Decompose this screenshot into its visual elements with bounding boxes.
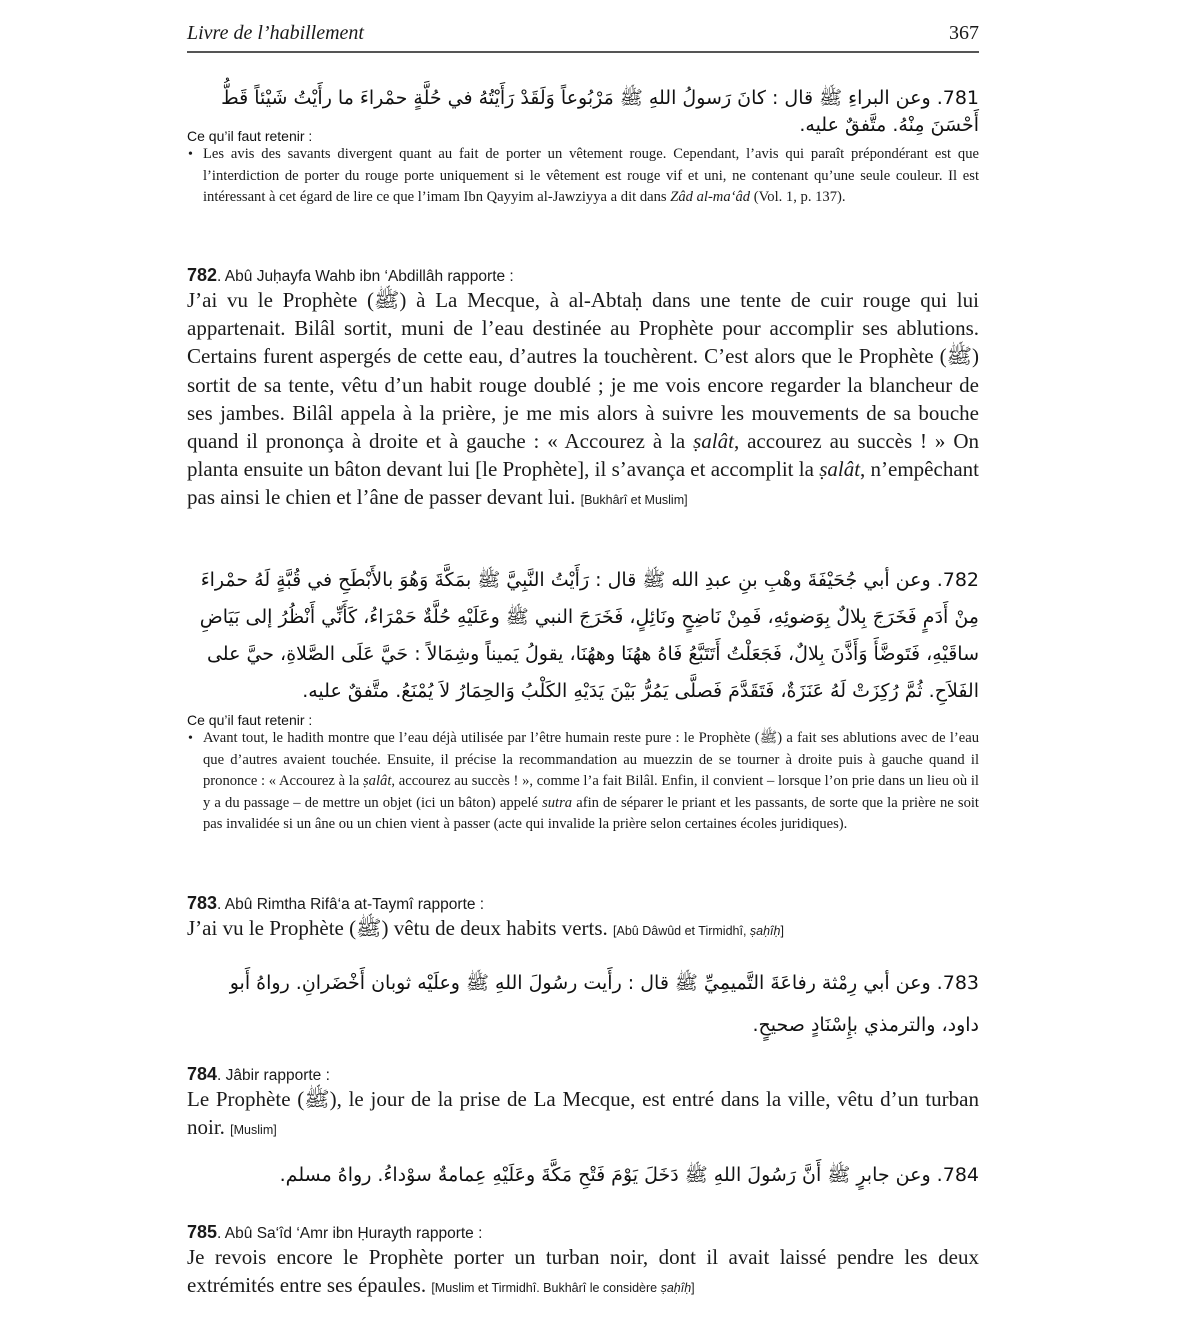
hadith-source: [Muslim] — [230, 1123, 277, 1138]
bullet-icon: • — [188, 147, 193, 162]
note-text: afin de séparer le priant et les passants, de sorte que la prière ne soit pas invalidée si un âne ou un chien vient à passer (acte qui invalide la prière selon certaines écoles juridiques). — [203, 794, 979, 832]
book-title: Zâd al-ma‘âd — [670, 189, 751, 205]
running-head — [187, 22, 979, 48]
note-list — [187, 144, 979, 209]
arabic-text: . وعن جابرٍ ﷺ أَنَّ رَسُولَ اللهِ ﷺ دَخَلَ يَوْمَ فَتْحِ مَكَّةَ وعَلَيْهِ عِمامةٌ سوْداءُ. رواهُ مسلم. — [279, 1164, 943, 1186]
arabic-hadith-number: 781 — [942, 87, 979, 109]
translation-text: , accourez au succès ! » On planta ensuite un bâton devant lui [le Prophète], il s’avança et accomplit la — [187, 429, 979, 482]
page-number: 367 — [949, 22, 979, 44]
note-list — [187, 728, 979, 836]
narrator: . Abû Rimtha Rifâ‘a at-Taymî rapporte : — [217, 896, 485, 913]
hadith-number: 784 — [187, 1064, 218, 1084]
hadith-number: 782 — [187, 265, 218, 285]
hadith-785 — [187, 1222, 979, 1302]
hadith-source: [Bukhârî et Muslim] — [580, 493, 688, 508]
italic-term: ṣalât — [363, 773, 392, 789]
hadith-heading — [187, 265, 979, 286]
hadith-translation — [187, 286, 979, 515]
hadith-source — [613, 924, 784, 938]
note-text: , accourez au succès ! », comme l’a fait Bilâl. Enfin, il convient – lorsque l’on prie dans un lieu où il y a du passage – de mettre un objet (ici un bâton) appelé — [203, 773, 979, 811]
chapter-title: Livre de l’habillement — [187, 22, 364, 44]
hadith-782 — [187, 265, 979, 515]
hadith-source — [431, 1281, 694, 1295]
header-rule — [187, 51, 979, 53]
translation-text: Le Prophète (ﷺ), le jour de la prise de La Mecque, est entré dans la ville, vêtu d’un turban noir. — [187, 1087, 979, 1140]
italic-term: ṣalât — [693, 429, 734, 454]
translation-text: J’ai vu le Prophète (ﷺ) vêtu de deux habits verts. — [187, 916, 614, 940]
hadith-translation — [187, 914, 979, 945]
note-title: Ce qu’il faut retenir : — [187, 128, 313, 144]
arabic-text: . وعن أبي جُحَيْفَةَ وهْبِ بنِ عبدِ الله ﷺ قال : رَأَيْتُ النَّبِيَّ ﷺ بمَكَّةَ وَهُوَ بالأَبْطَحِ في قُبَّةٍ لَهُ حمْراءَ مِنْ أَدَمٍ فَخَرَجَ بِلالٌ بِوَضوئِهِ، فَمِنْ نَاضِحٍ ونَائِلٍ، فَخَرَجَ النبي ﷺ وعَلَيْهِ حُلَّةٌ حَمْرَاءُ، كَأَنِّي أَنْظُرُ إلى بَيَاضِ ساقَيْهِ، فَتَوضَّأَ وَأَذَّنَ بِلالٌ، فَجَعَلْتُ أَتَتَبَّعُ فَاهُ ههُنَا وههُنَا، يقولُ يَميناً وشِمَالاً : حَيَّ عَلَى الصَّلاةِ، حيَّ على الفَلاَحِ. ثُمَّ رُكِزَتْ لَهُ عَنَزَةٌ، فَتَقَدَّمَ فَصلَّى يَمُرُّ بَيْنَ يَدَيْهِ الكَلْبُ وَالحِمَارُ لاَ يُمْنَعُ. متَّفقٌ عليه. — [199, 569, 979, 702]
hadith-number: 785 — [187, 1222, 218, 1242]
note-text: (Vol. 1, p. 137). — [750, 189, 846, 205]
hadith-heading — [187, 893, 979, 914]
arabic-text: . وعن أبي رِمْثة رفاعَةَ التَّميمِيِّ ﷺ قال : رأَيت رسُولَ اللهِ ﷺ وعلَيْه ثوبان أَخْضَرانِ. رواهُ أَبو داود، والترمذي بإِسْنَادٍ صحيحٍ. — [229, 972, 979, 1036]
hadith-translation — [187, 1085, 979, 1144]
note-item — [187, 144, 979, 209]
translation-text: Je revois encore le Prophète porter un turban noir, dont il avait laissé pendre les deux extrémités entre ses épaules. — [187, 1245, 979, 1298]
translation-text: , n’empêchant pas ainsi le chien et l’âne de passer devant lui. — [187, 457, 979, 510]
italic-term: ṣalât — [819, 457, 861, 482]
hadith-translation — [187, 1243, 979, 1302]
narrator: . Abû Sa‘îd ‘Amr ibn Ḥurayth rapporte : — [217, 1225, 483, 1242]
hadith-782-arabic — [187, 562, 979, 710]
bullet-icon: • — [188, 731, 193, 746]
italic-term: sutra — [542, 794, 573, 811]
hadith-784-arabic — [187, 1163, 979, 1191]
hadith-number: 783 — [187, 893, 218, 913]
hadith-heading — [187, 1222, 979, 1243]
source-text: [Muslim et Tirmidhî. Bukhârî le considère — [431, 1281, 661, 1296]
arabic-text: . وعن البراءِ ﷺ قال : كانَ رَسولُ اللهِ ﷺ مَرْبُوعاً وَلَقَدْ رَأَيْتُهُ في حُلَّةٍ حمْراءَ ما رأَيْتُ شَيْئاً قَطُّ أَحْسَنَ مِنْهُ. متَّفقٌ عليه. — [221, 87, 979, 136]
hadith-784 — [187, 1064, 979, 1144]
narrator: . Abû Juḥayfa Wahb ibn ‘Abdillâh rapporte : — [217, 268, 514, 285]
arabic-hadith-number: 782 — [942, 569, 979, 591]
translation-text: J’ai vu le Prophète (ﷺ) à La Mecque, à al-Abtaḥ dans une tente de cuir rouge qui lui appartenait. Bilâl sortit, muni de l’eau destinée au Prophète pour accomplir ses ablutions. Certains furent aspergés de cette eau, d’autres la touchèrent. C’est alors que le Prophète (ﷺ) sortit de sa tente, vêtu d’un habit rouge doublé ; je me vois encore regarder la blancheur de ses jambes. Bilâl appela à la prière, je me mis alors à suivre les mouvements de sa bouche quand il prononça à droite et à gauche : « Accourez à la — [187, 288, 979, 454]
arabic-hadith-number: 783 — [942, 972, 979, 994]
note-text: Avant tout, le hadith montre que l’eau déjà utilisée par l’être humain reste pure : le Prophète (ﷺ) a fait ses ablutions avec de l’eau que d’autres avaient touchée. Ensuite, il précise la recommandation au muezzin de se tourner à droite puis à gauche quand il prononce : « Accourez à la — [203, 730, 979, 789]
hadith-782-note — [187, 712, 979, 836]
hadith-781-note — [187, 128, 979, 209]
italic-term: ṣaḥîḥ — [749, 924, 781, 938]
note-text: Les avis des savants divergent quant au fait de porter un vêtement rouge. Cependant, l’avis qui paraît prépondérant est que l’interdiction de porter du rouge porte uniquement si le vêtement est rouge vif et uni, ne contenant qu’une seule couleur. Il est intéressant à cet égard de lire ce que l’imam Ibn Qayyim al-Jawziyya a dit dans — [203, 146, 979, 205]
hadith-heading — [187, 1064, 979, 1085]
hadith-783-arabic — [187, 962, 979, 1046]
source-text: ] — [691, 1281, 695, 1296]
hadith-783 — [187, 893, 979, 945]
arabic-hadith-number: 784 — [942, 1164, 979, 1186]
italic-term: ṣaḥîḥ — [660, 1281, 692, 1296]
note-item — [187, 728, 979, 836]
source-text: [Abû Dâwûd et Tirmidhî, — [613, 924, 750, 938]
narrator: . Jâbir rapporte : — [217, 1067, 330, 1084]
note-title: Ce qu’il faut retenir : — [187, 712, 313, 728]
source-text: ] — [780, 924, 784, 938]
